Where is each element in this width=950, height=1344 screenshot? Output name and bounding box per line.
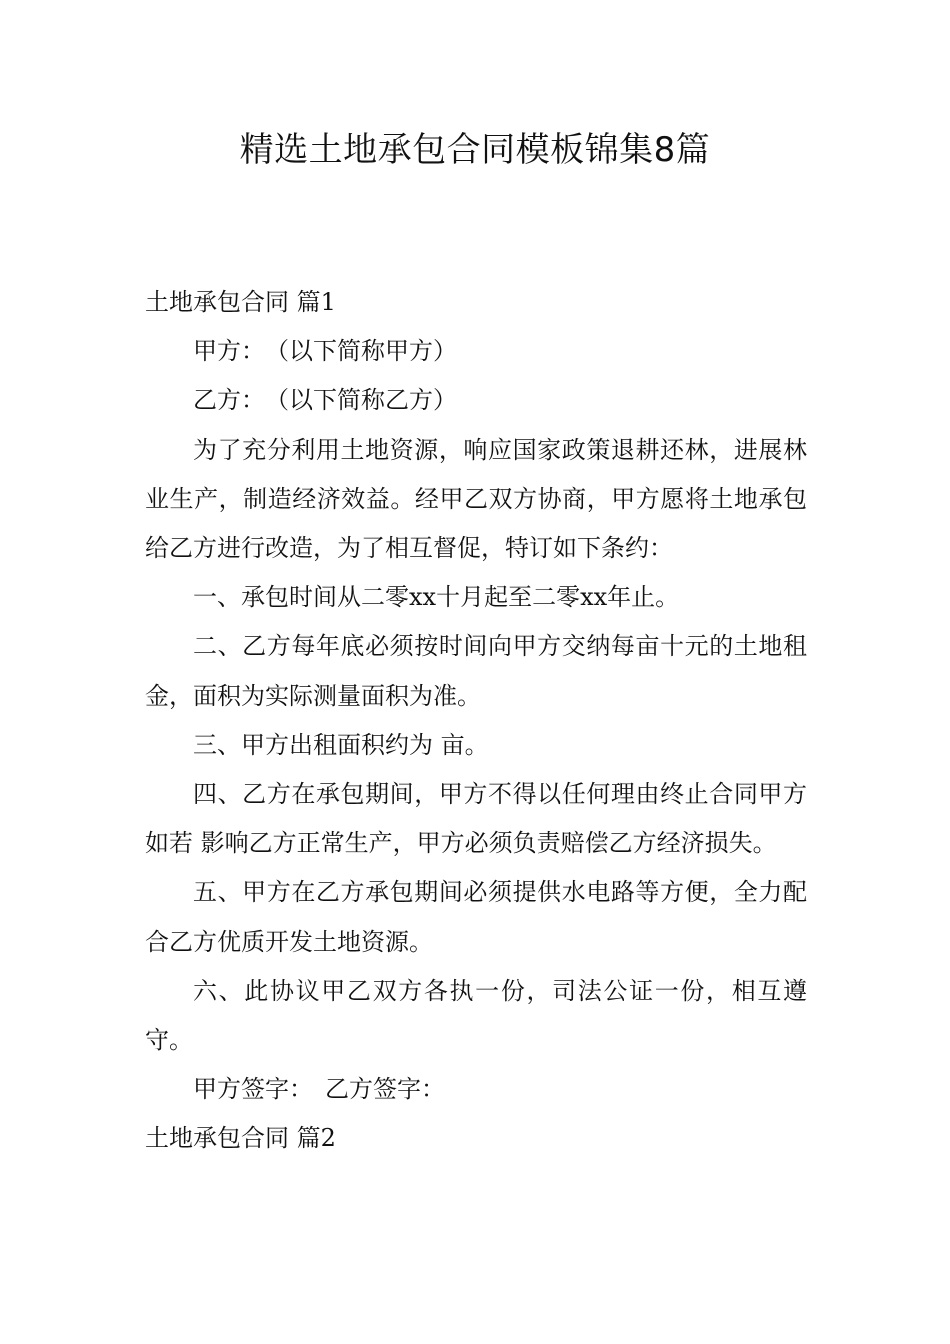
document-body <box>145 278 807 1164</box>
clause-4: 四、乙方在承包期间，甲方不得以任何理由终止合同甲方如若 影响乙方正常生产，甲方必须负责赔偿乙方经济损失。 <box>145 780 807 858</box>
section-heading-2: 土地承包合同 篇2 <box>145 1124 336 1153</box>
clause-2: 二、乙方每年底必须按时间向甲方交纳每亩十元的土地租金，面积为实际测量面积为准。 <box>145 632 807 710</box>
clause-6: 六、此协议甲乙双方各执一份，司法公证一份，相互遵守。 <box>145 976 807 1055</box>
preamble-paragraph: 为了充分利用土地资源，响应国家政策退耕还林，进展林业生产，制造经济效益。经甲乙双方协商，甲方愿将土地承包给乙方进行改造，为了相互督促，特订如下条约： <box>145 435 807 563</box>
section-heading-1: 土地承包合同 篇1 <box>145 288 336 316</box>
party-b-line: 乙方： （以下简称乙方） <box>193 386 457 415</box>
clause-1: 一、承包时间从二零xx十月起至二零xx年止。 <box>193 583 680 612</box>
signature-line: 甲方签字： 乙方签字： <box>193 1075 445 1104</box>
party-a-line: 甲方： （以下简称甲方） <box>193 337 457 366</box>
clause-3: 三、甲方出租面积约为 亩。 <box>193 730 489 759</box>
document-title: 精选土地承包合同模板锦集8篇 <box>239 130 711 170</box>
clause-5: 五、甲方在乙方承包期间必须提供水电路等方便，全力配合乙方优质开发土地资源。 <box>145 878 807 956</box>
